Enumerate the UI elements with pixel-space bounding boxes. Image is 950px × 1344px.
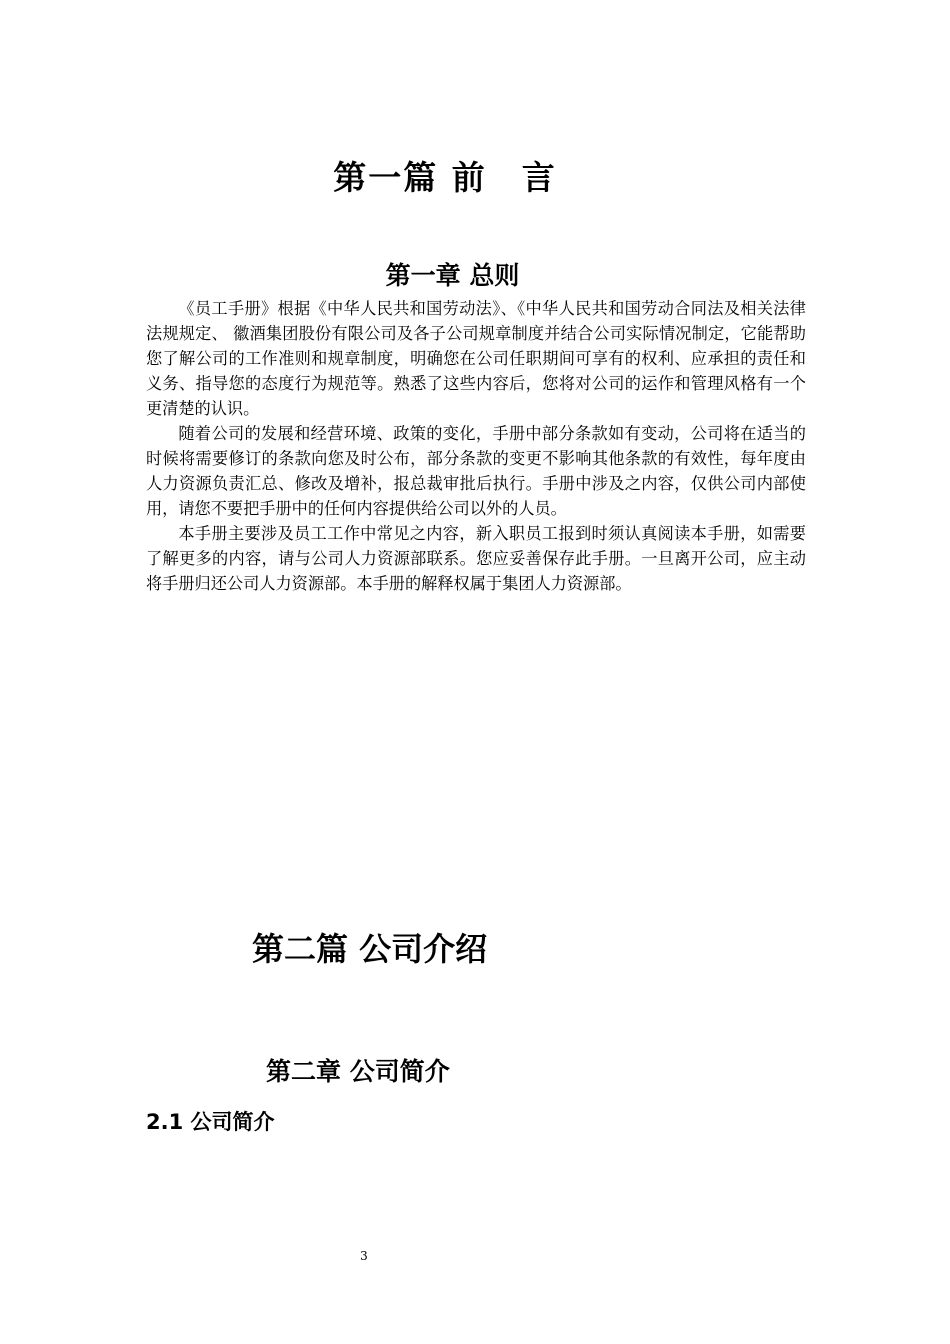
body-paragraph: 《员工手册》根据《中华人民共和国劳动法》、《中华人民共和国劳动合同法及相关法律法规规定、 徽酒集团股份有限公司及各子公司规章制度并结合公司实际情况制定，它能帮助您了解公司的工作准则和规章制度，明确您在公司任职期间可享有的权利、应承担的责任和义务、指导您的态度行为规范等。熟悉了这些内容后，您将对公司的运作和管理风格有一个更清楚的认识。	[146, 299, 806, 418]
body-paragraph: 随着公司的发展和经营环境、政策的变化，手册中部分条款如有变动，公司将在适当的时候将需要修订的条款向您及时公布，部分条款的变更不影响其他条款的有效性，每年度由人力资源负责汇总、修改及增补，报总裁审批后执行。手册中涉及之内容，仅供公司内部使用，请您不要把手册中的任何内容提供给公司以外的人员。	[146, 424, 806, 518]
chapter-one-title: 第一章 总则	[385, 261, 520, 290]
section-title: 2.1 公司简介	[146, 1110, 275, 1134]
chapter-one-body	[146, 296, 806, 596]
part-one-title: 第一篇 前 言	[333, 158, 557, 197]
body-paragraph: 本手册主要涉及员工工作中常见之内容，新入职员工报到时须认真阅读本手册，如需要了解更多的内容，请与公司人力资源部联系。您应妥善保存此手册。一旦离开公司，应主动将手册归还公司人力资源部。本手册的解释权属于集团人力资源部。	[146, 524, 806, 593]
part-two-title: 第二篇 公司介绍	[252, 930, 488, 968]
page-number: 3	[360, 1249, 368, 1263]
chapter-two-title: 第二章 公司简介	[266, 1057, 450, 1086]
